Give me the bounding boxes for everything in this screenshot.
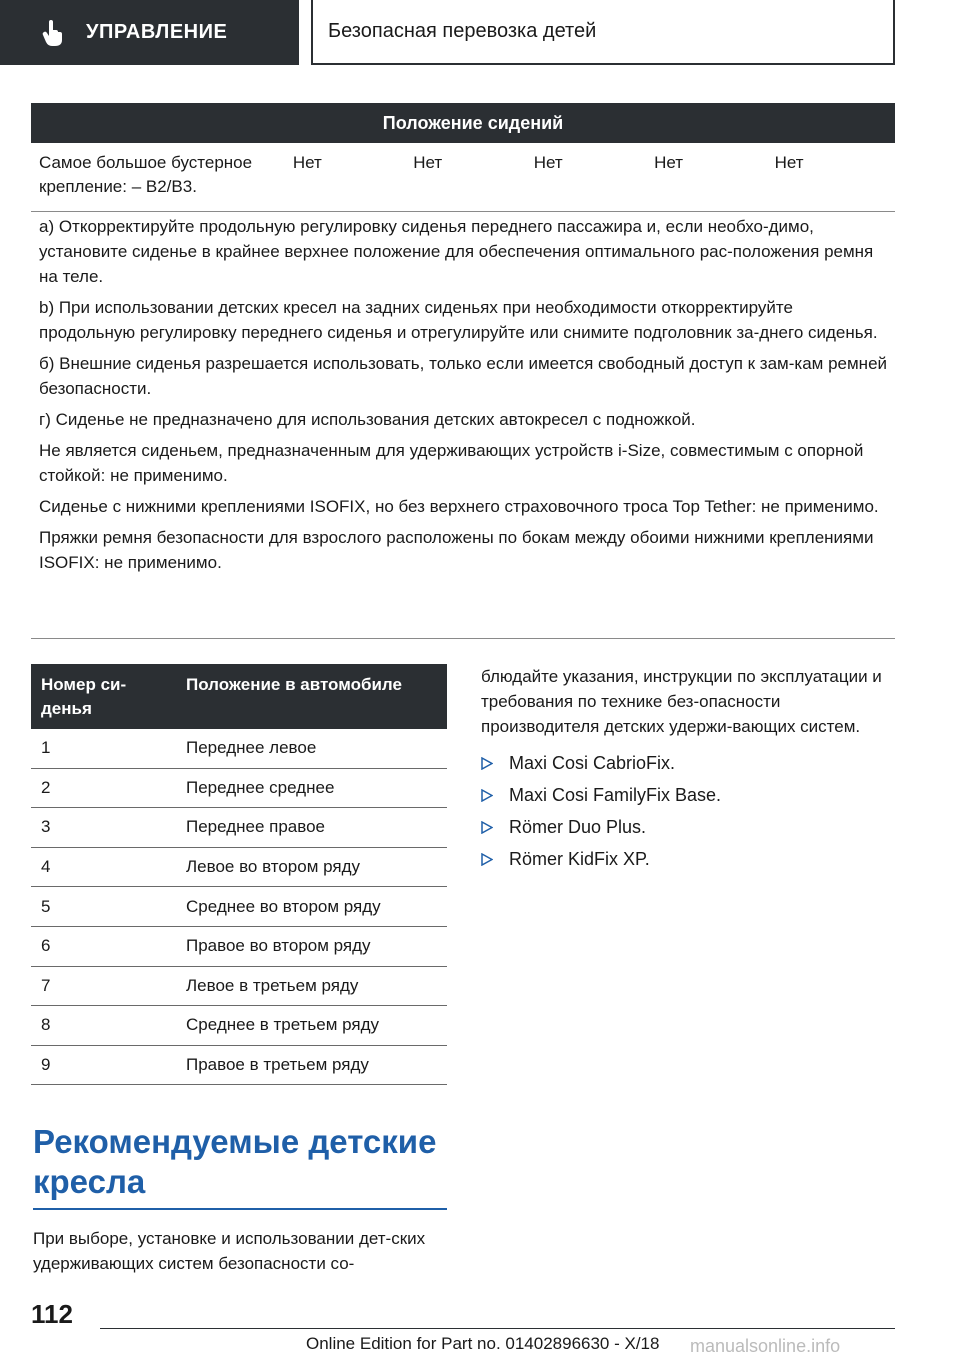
table-cell: Нет <box>292 153 322 172</box>
table-cell: Нет <box>654 153 684 172</box>
body-text-continuation: блюдайте указания, инструкции по эксплуатации и требования по технике без-опасности производителя детских удержи-вающих систем. <box>481 667 882 736</box>
table-row: 5 Среднее во втором ряду <box>31 887 447 927</box>
table-row: 1 Переднее левое <box>31 729 447 769</box>
column-header-number: Номер си- денья <box>41 675 127 718</box>
page-number: 112 <box>31 1299 73 1329</box>
edition-text: Online Edition for Part no. 01402896630 - X/18 <box>306 1334 660 1353</box>
table-row: 3 Переднее правое <box>31 808 447 848</box>
triangle-right-icon <box>481 821 509 834</box>
page-title: Безопасная перевозка детей <box>328 20 597 42</box>
watermark: manualsonline.info <box>690 1336 841 1356</box>
recommended-seat-list <box>481 747 891 875</box>
table-cell: Нет <box>774 153 804 172</box>
footer-divider <box>100 1328 895 1329</box>
note-paragraph: Сиденье с нижними креплениями ISOFIX, но без верхнего страховочного троса Top Tether: не применимо. <box>39 497 879 516</box>
column-header-position: Положение в автомобиле <box>186 675 402 694</box>
table-row: 8 Среднее в третьем ряду <box>31 1006 447 1046</box>
body-text: При выборе, установке и использовании дет-ских удерживающих систем безопасности со- <box>33 1229 426 1273</box>
table-cell: Нет <box>413 153 443 172</box>
triangle-right-icon <box>481 757 509 770</box>
triangle-right-icon <box>481 789 509 802</box>
note-paragraph: б) Внешние сиденья разрешается использовать, только если имеется свободный доступ к зам-кам ремней безопасности. <box>39 354 888 398</box>
table-row: 9 Правое в третьем ряду <box>31 1046 447 1086</box>
note-paragraph: a) Откорректируйте продольную регулировку сиденья переднего пассажира и, если необхо-димо, установите сиденье в крайнее верхнее положение для обеспечения оптимального рас-положения ремня на теле. <box>39 217 874 286</box>
right-column <box>481 664 891 875</box>
section-heading: Рекомендуемые детские кресла <box>33 1122 447 1210</box>
divider <box>31 638 895 639</box>
note-paragraph: г) Сиденье не предназначено для использования детских автокресел с подножкой. <box>39 410 696 429</box>
row-label: Самое большое бустерное крепление: – B2/B3. <box>39 153 253 196</box>
header-section-tab <box>0 0 299 65</box>
table-row <box>31 143 895 212</box>
table-row: 2 Переднее среднее <box>31 769 447 809</box>
list-item: Römer KidFix XP. <box>481 843 891 875</box>
triangle-right-icon <box>481 853 509 866</box>
section-title: УПРАВЛЕНИЕ <box>86 21 228 43</box>
seat-number-table <box>31 664 447 1085</box>
table-row: 6 Правое во втором ряду <box>31 927 447 967</box>
table-row: 7 Левое в третьем ряду <box>31 967 447 1007</box>
list-item: Maxi Cosi CabrioFix. <box>481 747 891 779</box>
table-notes <box>39 214 889 581</box>
note-paragraph: Пряжки ремня безопасности для взрослого расположены по бокам между обоими нижними креплениями ISOFIX: не применимо. <box>39 528 874 572</box>
hand-pointer-icon <box>40 20 66 46</box>
list-item: Maxi Cosi FamilyFix Base. <box>481 779 891 811</box>
note-paragraph: Не является сиденьем, предназначенным для удерживающих устройств i-Size, совместимым с опорной стойкой: не применимо. <box>39 441 864 485</box>
seat-position-table <box>31 103 895 212</box>
table-cell: Нет <box>533 153 563 172</box>
header-page-title-box <box>311 0 895 65</box>
seat-table-header: Положение сидений <box>31 103 895 143</box>
note-paragraph: b) При использовании детских кресел на задних сиденьях при необходимости откорректируйте продольную регулировку переднего сиденья и отрегулируйте или снимите подголовник за-днего сиденья. <box>39 298 878 342</box>
table-row: 4 Левое во втором ряду <box>31 848 447 888</box>
list-item: Römer Duo Plus. <box>481 811 891 843</box>
seat-number-table-header <box>31 664 447 729</box>
